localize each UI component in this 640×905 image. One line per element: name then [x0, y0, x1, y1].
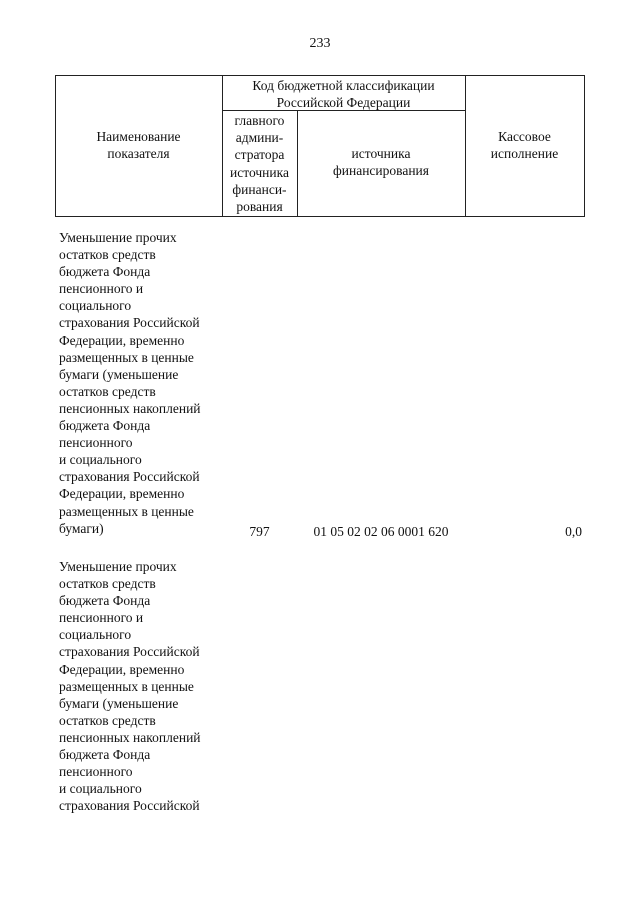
row-1-admin-code: 797: [249, 524, 270, 539]
header-code-group: Код бюджетной классификации Российской Федерации: [252, 78, 435, 110]
page-number: 233: [309, 36, 331, 51]
row-1-source-code: 01 05 02 02 06 0001 620: [313, 524, 449, 539]
row-1-value: 0,0: [565, 524, 582, 539]
header-name-column: Наименование показателя: [96, 129, 181, 161]
row-2-name: Уменьшение прочих остатков средств бюджета Фонда пенсионного и социального страхования Российской Федерации, временно размещенных в ценные бумаги (уменьшение остатков средств пенсионных накоплений бюджета Фонда пенсионного и социального страхования Российской: [59, 559, 201, 814]
header-execution-column: Кассовое исполнение: [490, 129, 559, 161]
header-admin-column: главного админи- стратора источника финанси- рования: [230, 113, 289, 215]
header-source-column: источника финансирования: [333, 146, 429, 178]
row-1-name: Уменьшение прочих остатков средств бюджета Фонда пенсионного и социального страхования Российской Федерации, временно размещенных в ценные бумаги (уменьшение остатков средств пенсионных накоплений бюджета Фонда пенсионного и социального страхования Российской Федерации, временно размещенных в ценные бумаги): [59, 230, 201, 536]
